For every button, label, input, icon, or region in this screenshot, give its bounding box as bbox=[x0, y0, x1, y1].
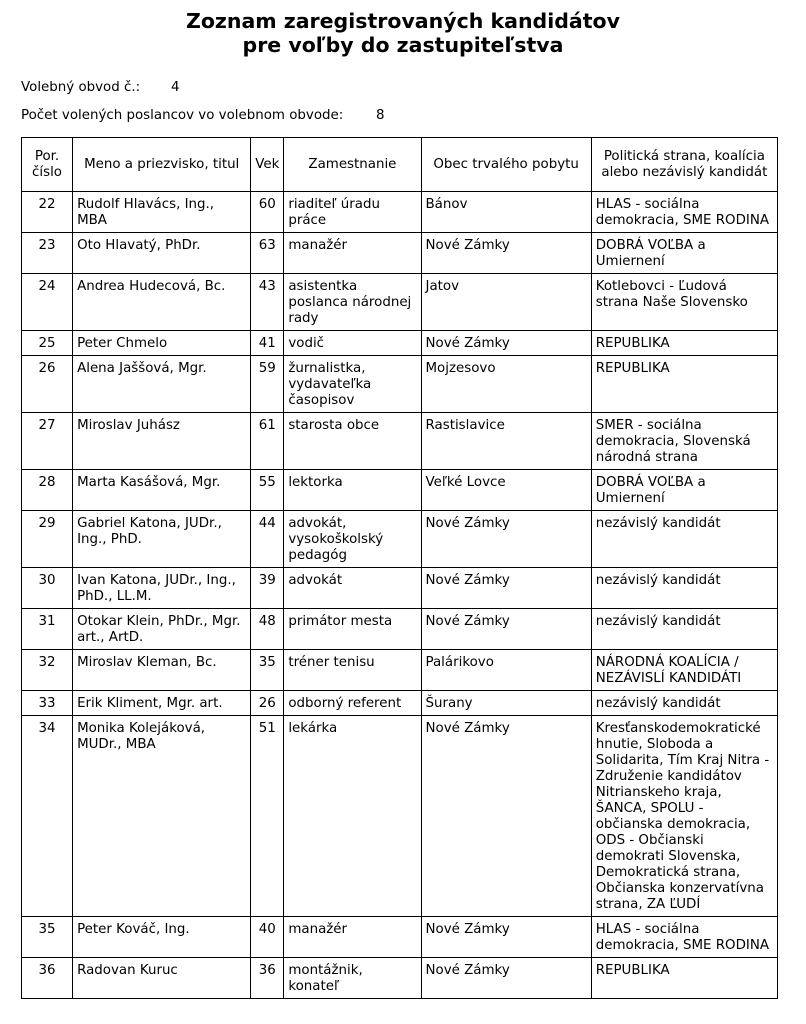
cell-strana: NÁRODNÁ KOALÍCIA / NEZÁVISLÍ KANDIDÁTI bbox=[591, 650, 777, 691]
cell-vek: 55 bbox=[251, 470, 284, 511]
cell-obec: Nové Zámky bbox=[421, 609, 591, 650]
table-header-row bbox=[22, 138, 778, 192]
cell-vek: 36 bbox=[251, 958, 284, 999]
table-row bbox=[22, 233, 778, 274]
cell-meno: Peter Chmelo bbox=[73, 331, 251, 356]
cell-meno: Miroslav Kleman, Bc. bbox=[73, 650, 251, 691]
cell-por: 35 bbox=[22, 917, 73, 958]
cell-obec: Mojzesovo bbox=[421, 356, 591, 413]
cell-zamestnanie: lekárka bbox=[284, 716, 421, 917]
cell-por: 26 bbox=[22, 356, 73, 413]
cell-strana: HLAS - sociálna demokracia, SME RODINA bbox=[591, 917, 777, 958]
header-por: Por. číslo bbox=[22, 138, 73, 192]
cell-obec: Šurany bbox=[421, 691, 591, 716]
cell-zamestnanie: primátor mesta bbox=[284, 609, 421, 650]
cell-meno: Peter Kováč, Ing. bbox=[73, 917, 251, 958]
cell-obec: Rastislavice bbox=[421, 413, 591, 470]
seats-label: Počet volených poslancov vo volebnom obvode: bbox=[21, 108, 344, 123]
cell-meno: Monika Kolejáková, MUDr., MBA bbox=[73, 716, 251, 917]
seats-value: 8 bbox=[376, 108, 385, 123]
cell-strana: nezávislý kandidát bbox=[591, 511, 777, 568]
cell-por: 34 bbox=[22, 716, 73, 917]
cell-vek: 26 bbox=[251, 691, 284, 716]
cell-meno: Otokar Klein, PhDr., Mgr. art., ArtD. bbox=[73, 609, 251, 650]
table-row bbox=[22, 274, 778, 331]
cell-zamestnanie: tréner tenisu bbox=[284, 650, 421, 691]
cell-vek: 51 bbox=[251, 716, 284, 917]
header-obec: Obec trvalého pobytu bbox=[421, 138, 591, 192]
cell-obec: Nové Zámky bbox=[421, 716, 591, 917]
district-label: Volebný obvod č.: bbox=[21, 80, 141, 95]
cell-por: 30 bbox=[22, 568, 73, 609]
header-vek: Vek bbox=[251, 138, 284, 192]
cell-vek: 35 bbox=[251, 650, 284, 691]
cell-zamestnanie: manažér bbox=[284, 233, 421, 274]
cell-por: 36 bbox=[22, 958, 73, 999]
cell-strana: SMER - sociálna demokracia, Slovenská národná strana bbox=[591, 413, 777, 470]
cell-por: 23 bbox=[22, 233, 73, 274]
cell-por: 32 bbox=[22, 650, 73, 691]
table-row bbox=[22, 568, 778, 609]
cell-zamestnanie: starosta obce bbox=[284, 413, 421, 470]
cell-strana: REPUBLIKA bbox=[591, 356, 777, 413]
table-row bbox=[22, 609, 778, 650]
table-row bbox=[22, 331, 778, 356]
cell-por: 31 bbox=[22, 609, 73, 650]
cell-zamestnanie: odborný referent bbox=[284, 691, 421, 716]
cell-por: 24 bbox=[22, 274, 73, 331]
header-strana: Politická strana, koalícia alebo nezávislý kandidát bbox=[591, 138, 777, 192]
cell-meno: Erik Kliment, Mgr. art. bbox=[73, 691, 251, 716]
cell-meno: Marta Kasášová, Mgr. bbox=[73, 470, 251, 511]
cell-obec: Bánov bbox=[421, 192, 591, 233]
cell-zamestnanie: manažér bbox=[284, 917, 421, 958]
cell-obec: Nové Zámky bbox=[421, 568, 591, 609]
cell-obec: Nové Zámky bbox=[421, 331, 591, 356]
cell-strana: REPUBLIKA bbox=[591, 958, 777, 999]
cell-meno: Rudolf Hlavács, Ing., MBA bbox=[73, 192, 251, 233]
cell-meno: Radovan Kuruc bbox=[73, 958, 251, 999]
table-row bbox=[22, 958, 778, 999]
cell-meno: Oto Hlavatý, PhDr. bbox=[73, 233, 251, 274]
cell-vek: 63 bbox=[251, 233, 284, 274]
table-row bbox=[22, 650, 778, 691]
table-row bbox=[22, 716, 778, 917]
cell-meno: Gabriel Katona, JUDr., Ing., PhD. bbox=[73, 511, 251, 568]
district-value: 4 bbox=[171, 80, 180, 95]
cell-obec: Nové Zámky bbox=[421, 233, 591, 274]
cell-obec: Palárikovo bbox=[421, 650, 591, 691]
seats-info bbox=[21, 108, 385, 123]
cell-meno: Ivan Katona, JUDr., Ing., PhD., LL.M. bbox=[73, 568, 251, 609]
cell-obec: Nové Zámky bbox=[421, 958, 591, 999]
header-zamestnanie: Zamestnanie bbox=[284, 138, 421, 192]
cell-por: 25 bbox=[22, 331, 73, 356]
cell-vek: 41 bbox=[251, 331, 284, 356]
table-row bbox=[22, 470, 778, 511]
cell-vek: 43 bbox=[251, 274, 284, 331]
table-row bbox=[22, 691, 778, 716]
cell-zamestnanie: asistentka poslanca národnej rady bbox=[284, 274, 421, 331]
header-meno: Meno a priezvisko, titul bbox=[73, 138, 251, 192]
district-info bbox=[21, 80, 180, 95]
table-row bbox=[22, 511, 778, 568]
cell-strana: nezávislý kandidát bbox=[591, 568, 777, 609]
table-row bbox=[22, 192, 778, 233]
cell-vek: 59 bbox=[251, 356, 284, 413]
cell-strana: nezávislý kandidát bbox=[591, 691, 777, 716]
cell-strana: REPUBLIKA bbox=[591, 331, 777, 356]
cell-vek: 39 bbox=[251, 568, 284, 609]
cell-meno: Andrea Hudecová, Bc. bbox=[73, 274, 251, 331]
candidates-table bbox=[21, 137, 778, 999]
cell-strana: nezávislý kandidát bbox=[591, 609, 777, 650]
cell-strana: DOBRÁ VOĽBA a Umiernení bbox=[591, 470, 777, 511]
cell-strana: DOBRÁ VOĽBA a Umiernení bbox=[591, 233, 777, 274]
table-row bbox=[22, 356, 778, 413]
cell-strana: Kotlebovci - Ľudová strana Naše Slovensko bbox=[591, 274, 777, 331]
table-row bbox=[22, 917, 778, 958]
cell-strana: Kresťanskodemokratické hnutie, Sloboda a Solidarita, Tím Kraj Nitra - Združenie kandidátov Nitrianskeho kraja, ŠANCA, SPOLU - občianska demokracia, ODS - Občianski demokrati Slovenska, Demokratická strana, Občianska konzervatívna strana, ZA ĽUDÍ bbox=[591, 716, 777, 917]
cell-meno: Miroslav Juhász bbox=[73, 413, 251, 470]
cell-vek: 61 bbox=[251, 413, 284, 470]
cell-zamestnanie: lektorka bbox=[284, 470, 421, 511]
cell-zamestnanie: advokát, vysokoškolský pedagóg bbox=[284, 511, 421, 568]
cell-vek: 48 bbox=[251, 609, 284, 650]
cell-vek: 44 bbox=[251, 511, 284, 568]
title-line-1: Zoznam zaregistrovaných kandidátov bbox=[185, 9, 621, 33]
cell-por: 27 bbox=[22, 413, 73, 470]
cell-obec: Nové Zámky bbox=[421, 511, 591, 568]
cell-vek: 60 bbox=[251, 192, 284, 233]
cell-vek: 40 bbox=[251, 917, 284, 958]
cell-zamestnanie: vodič bbox=[284, 331, 421, 356]
cell-obec: Nové Zámky bbox=[421, 917, 591, 958]
cell-obec: Jatov bbox=[421, 274, 591, 331]
cell-por: 33 bbox=[22, 691, 73, 716]
document-title bbox=[0, 9, 806, 57]
cell-por: 29 bbox=[22, 511, 73, 568]
cell-por: 22 bbox=[22, 192, 73, 233]
cell-zamestnanie: riaditeľ úradu práce bbox=[284, 192, 421, 233]
title-line-2: pre voľby do zastupiteľstva bbox=[242, 33, 564, 57]
table-row bbox=[22, 413, 778, 470]
cell-por: 28 bbox=[22, 470, 73, 511]
cell-obec: Veľké Lovce bbox=[421, 470, 591, 511]
cell-zamestnanie: advokát bbox=[284, 568, 421, 609]
cell-zamestnanie: montážnik, konateľ bbox=[284, 958, 421, 999]
cell-zamestnanie: žurnalistka, vydavateľka časopisov bbox=[284, 356, 421, 413]
cell-meno: Alena Jaššová, Mgr. bbox=[73, 356, 251, 413]
cell-strana: HLAS - sociálna demokracia, SME RODINA bbox=[591, 192, 777, 233]
